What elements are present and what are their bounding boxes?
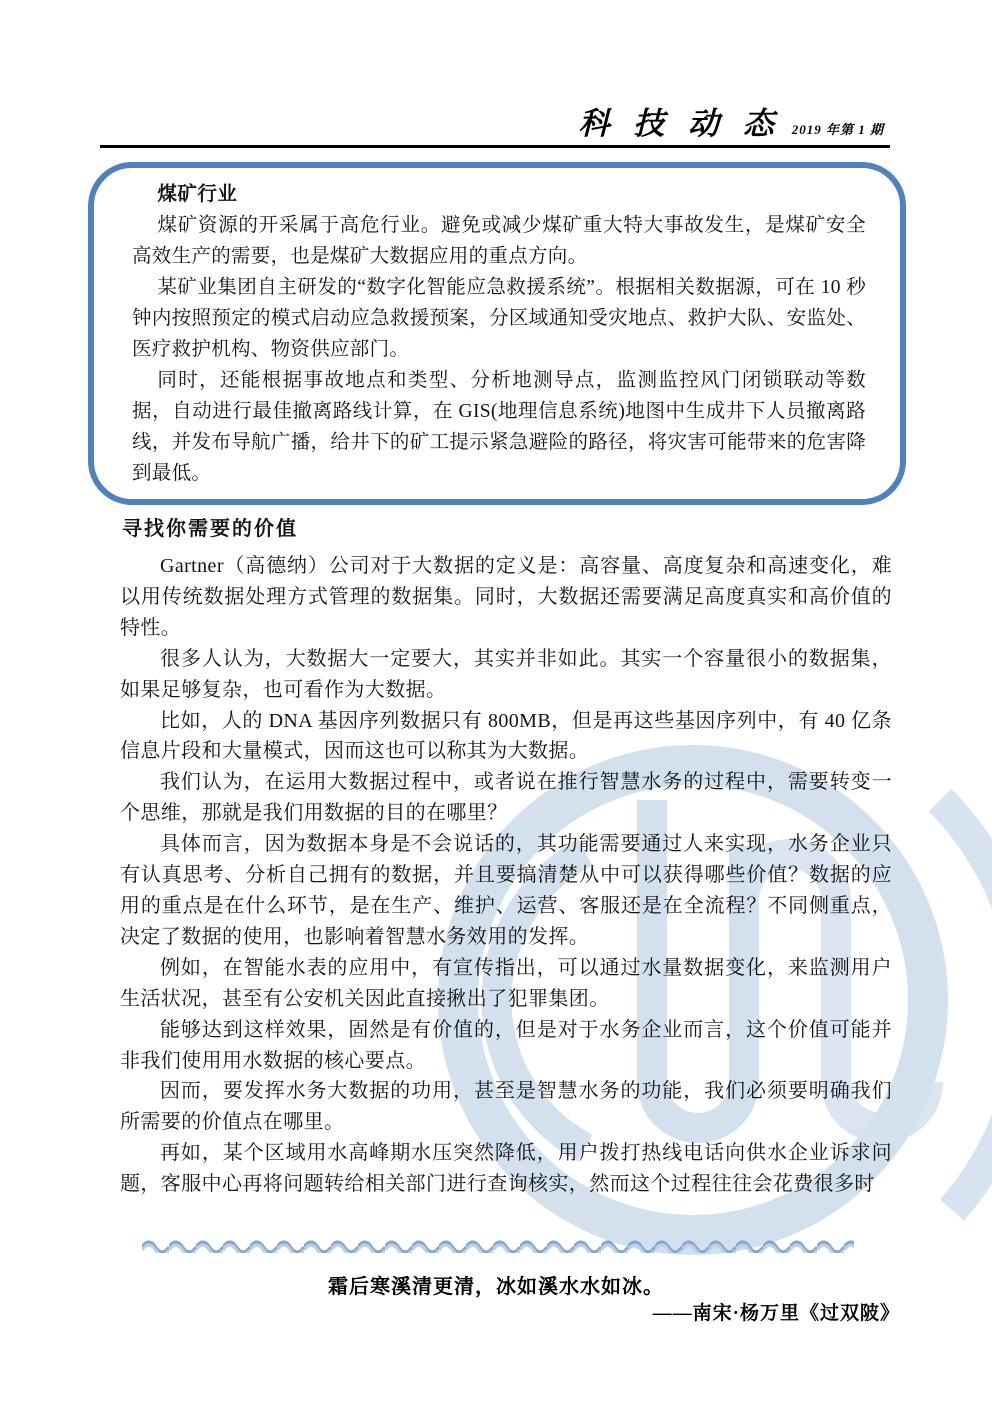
body-paragraph: 因而，要发挥水务大数据的功用，甚至是智慧水务的功能，我们必须要明确我们所需要的价值点在哪里。: [120, 1080, 892, 1134]
body-text: [120, 551, 892, 1200]
masthead: [578, 98, 884, 143]
highlight-box-paragraph: 同时，还能根据事故地点和类型、分析地测导点，监测监控风门闭锁联动等数据，自动进行最佳撤离路线计算，在 GIS(地理信息系统)地图中生成井下人员撤离路线，并发布导航广播，给井下的矿工提示紧急避险的路径，将灾害可能带来的危害降到最低。: [132, 370, 866, 484]
footer-quote: 霜后寒溪清更清，冰如溪水水如冰。: [328, 1276, 664, 1298]
body-paragraph: 比如，人的 DNA 基因序列数据只有 800MB，但是再这些基因序列中，有 40 亿条信息片段和大量模式，因而这也可以称其为大数据。: [120, 709, 892, 763]
body-paragraph: Gartner（高德纳）公司对于大数据的定义是：高容量、高度复杂和高速变化，难以用传统数据处理方式管理的数据集。同时，大数据还需要满足高度真实和高价值的特性。: [120, 555, 892, 639]
highlight-box-heading: 煤矿行业: [157, 184, 238, 205]
highlight-box-paragraph: 煤矿资源的开采属于高危行业。避免或减少煤矿重大特大事故发生，是煤矿安全高效生产的需要，也是煤矿大数据应用的重点方向。: [132, 215, 866, 267]
wave-divider: [142, 1239, 854, 1253]
body-paragraph: 再如，某个区域用水高峰期水压突然降低，用户拨打热线电话向供水企业诉求问题，客服中心再将问题转给相关部门进行查询核实，然而这个过程往往会花费很多时: [120, 1142, 892, 1196]
highlight-box-paragraph: 某矿业集团自主研发的“数字化智能应急救援系统”。根据相关数据源，可在 10 秒钟内按照预定的模式启动应急救援预案，分区域通知受灾地点、救护大队、安监处、医疗救护机构、物资供应部门。: [132, 277, 866, 360]
footer-attribution: ——南宋·杨万里《过双陂》: [652, 1303, 900, 1324]
journal-issue: 2019 年第 1 期: [791, 122, 884, 137]
highlight-box: [88, 162, 906, 505]
body-paragraph: 具体而言，因为数据本身是不会说话的，其功能需要通过人来实现，水务企业只有认真思考、分析自己拥有的数据，并且要搞清楚从中可以获得哪些价值？数据的应用的重点是在什么环节，是在生产、维护、运营、客服还是在全流程？不同侧重点，决定了数据的使用，也影响着智慧水务效用的发挥。: [120, 833, 892, 948]
journal-title: 科 技 动 态: [578, 106, 782, 141]
body-paragraph: 我们认为，在运用大数据过程中，或者说在推行智慧水务的过程中，需要转变一个思维，那就是我们用数据的目的在哪里？: [120, 771, 892, 825]
body-paragraph: 例如，在智能水表的应用中，有宣传指出，可以通过水量数据变化，来监测用户生活状况，甚至有公安机关因此直接揪出了犯罪集团。: [120, 956, 892, 1010]
header-rule: [100, 145, 890, 148]
body-paragraph: 能够达到这样效果，固然是有价值的，但是对于水务企业而言，这个价值可能并非我们使用用水数据的核心要点。: [120, 1018, 892, 1072]
body-paragraph: 很多人认为，大数据大一定要大，其实并非如此。其实一个容量很小的数据集，如果足够复杂，也可看作为大数据。: [120, 647, 892, 701]
section-heading: 寻找你需要的价值: [122, 518, 298, 540]
